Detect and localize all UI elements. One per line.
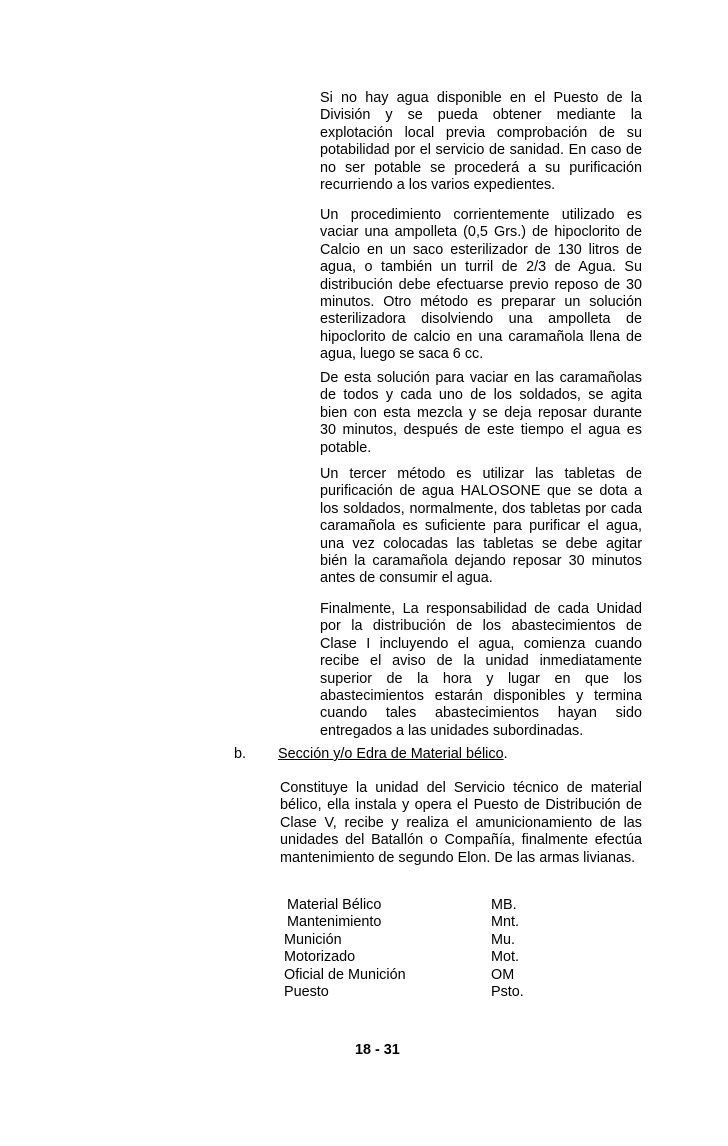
abbreviation-row <box>284 984 544 1001</box>
section-title <box>278 746 508 763</box>
abbreviation-code: Mu. <box>491 931 515 948</box>
abbreviation-row <box>284 967 544 984</box>
abbreviation-code: MB. <box>491 897 517 913</box>
abbreviation-term: Oficial de Munición <box>284 966 406 983</box>
section-body-paragraph: Constituye la unidad del Servicio técnico de material bélico, ella instala y opera el Puesto de Distribución de Clase V, recibe y realiza el amunicionamiento de las unidades del Batallón o Compañía, finalmente efectúa mantenimiento de segundo Elon. De las armas livianas. <box>280 780 642 866</box>
section-title-suffix: . <box>503 746 508 762</box>
abbreviation-row <box>284 932 544 949</box>
section-title-underlined: Sección y/o Edra de Material bélico <box>278 746 504 762</box>
paragraph-water-availability: Si no hay agua disponible en el Puesto de la División y se pueda obtener mediante la explotación local previa comprobación de su potabilidad por el servicio de sanidad. En caso de no ser potable se procederá a su purificación recurriendo a los varios expedientes. <box>320 90 642 194</box>
abbreviation-term: Puesto <box>284 983 329 1000</box>
abbreviation-code: Psto. <box>491 983 524 1000</box>
abbreviation-term: Motorizado <box>284 949 356 966</box>
abbreviation-term: Mantenimiento <box>287 914 382 931</box>
abbreviation-code: Mot. <box>491 949 519 966</box>
paragraph-unit-responsibility: Finalmente, La responsabilidad de cada Unidad por la distribución de los abastecimientos de Clase I incluyendo el agua, comienza cuando recibe el aviso de la unidad inmediatamente superior de la hora y lugar en que los abastecimientos estarán disponibles y termina cuando tales abastecimientos hayan sido entregados a las unidades subordinadas. <box>320 601 642 739</box>
abbreviation-row <box>284 897 544 914</box>
abbreviation-row <box>284 949 544 966</box>
abbreviation-code: Mnt. <box>491 914 519 931</box>
abbreviation-term: Munición <box>284 931 342 948</box>
paragraph-halosone-method: Un tercer método es utilizar las tabletas de purificación de agua HALOSONE que se dota a los soldados, normalmente, dos tabletas por cada caramañola es suficiente para purificar el agua, una vez colocadas las tabletas se debe agitar bién la caramañola dejando reposar 30 minutos antes de consumir el agua. <box>320 466 642 587</box>
paragraph-purification-procedure: Un procedimiento corrientemente utilizado es vaciar una ampolleta (0,5 Grs.) de hipoclorito de Calcio en un saco esterilizador de 130 litros de agua, o también un turril de 2/3 de Agua. Su distribución debe efectuarse previo reposo de 30 minutos. Otro método es preparar un solución esterilizadora disolviendo una ampolleta de hipoclorito de calcio en una caramañola llena de agua, luego se saca 6 cc. <box>320 207 642 363</box>
abbreviation-table <box>284 897 544 1001</box>
abbreviation-row <box>284 914 544 931</box>
abbreviation-term: Material Bélico <box>287 897 382 913</box>
page-number: 18 - 31 <box>355 1042 400 1058</box>
section-letter: b. <box>234 746 247 762</box>
abbreviation-code: OM <box>491 966 515 983</box>
paragraph-solution-usage: De esta solución para vaciar en las caramañolas de todos y cada uno de los soldados, se agita bien con esta mezcla y se deja reposar durante 30 minutos, después de este tiempo el agua es potable. <box>320 370 642 456</box>
